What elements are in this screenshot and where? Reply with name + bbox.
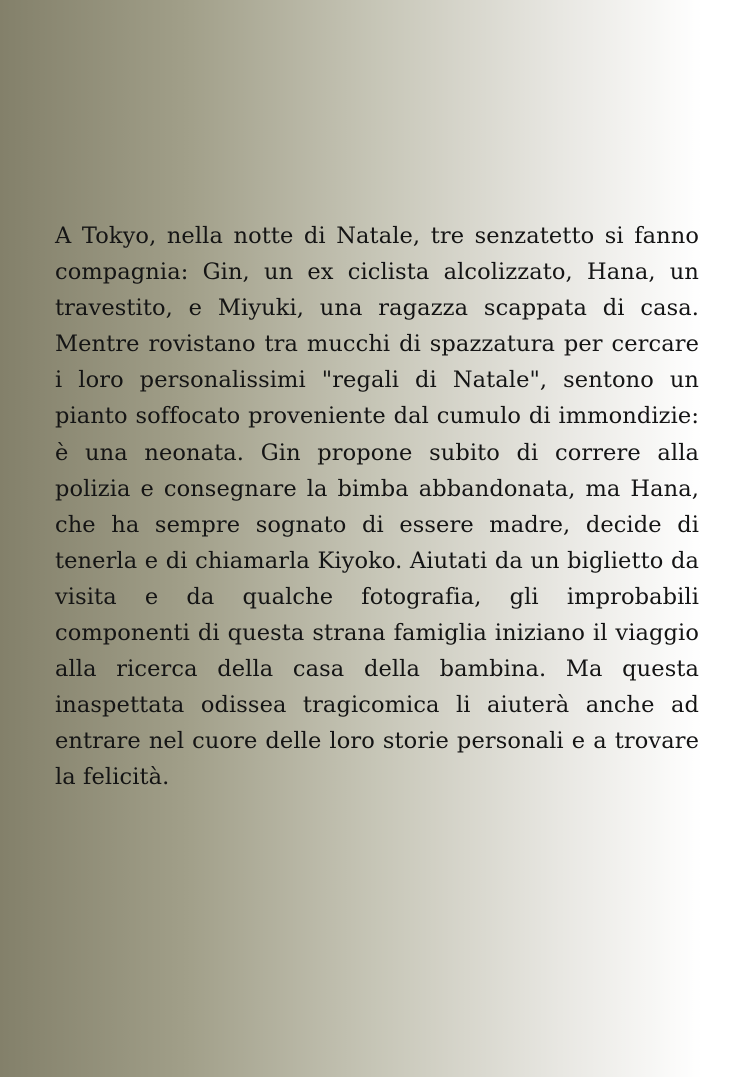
synopsis-paragraph: A Tokyo, nella notte di Natale, tre senzatetto si fanno compagnia: Gin, un ex ciclista alcolizzato, Hana, un travestito, e Miyuki, una ragazza scappata di casa. Mentre rovistano tra mucchi di spazzatura per cercare i loro personalissimi "regali di Natale", sentono un pianto soffocato proveniente dal cumulo di immondizie: è una neonata. Gin propone subito di correre alla polizia e consegnare la bimba abbandonata, ma Hana, che ha sempre sognato di essere madre, decide di tenerla e di chiamarla Kiyoko. Aiutati da un biglietto da visita e da qualche fotografia, gli improbabili componenti di questa strana famiglia iniziano il viaggio alla ricerca della casa della bambina. Ma questa inaspettata odissea tragicomica li aiuterà anche ad entrare nel cuore delle loro storie personali e a trovare la felicità. <box>55 223 699 791</box>
